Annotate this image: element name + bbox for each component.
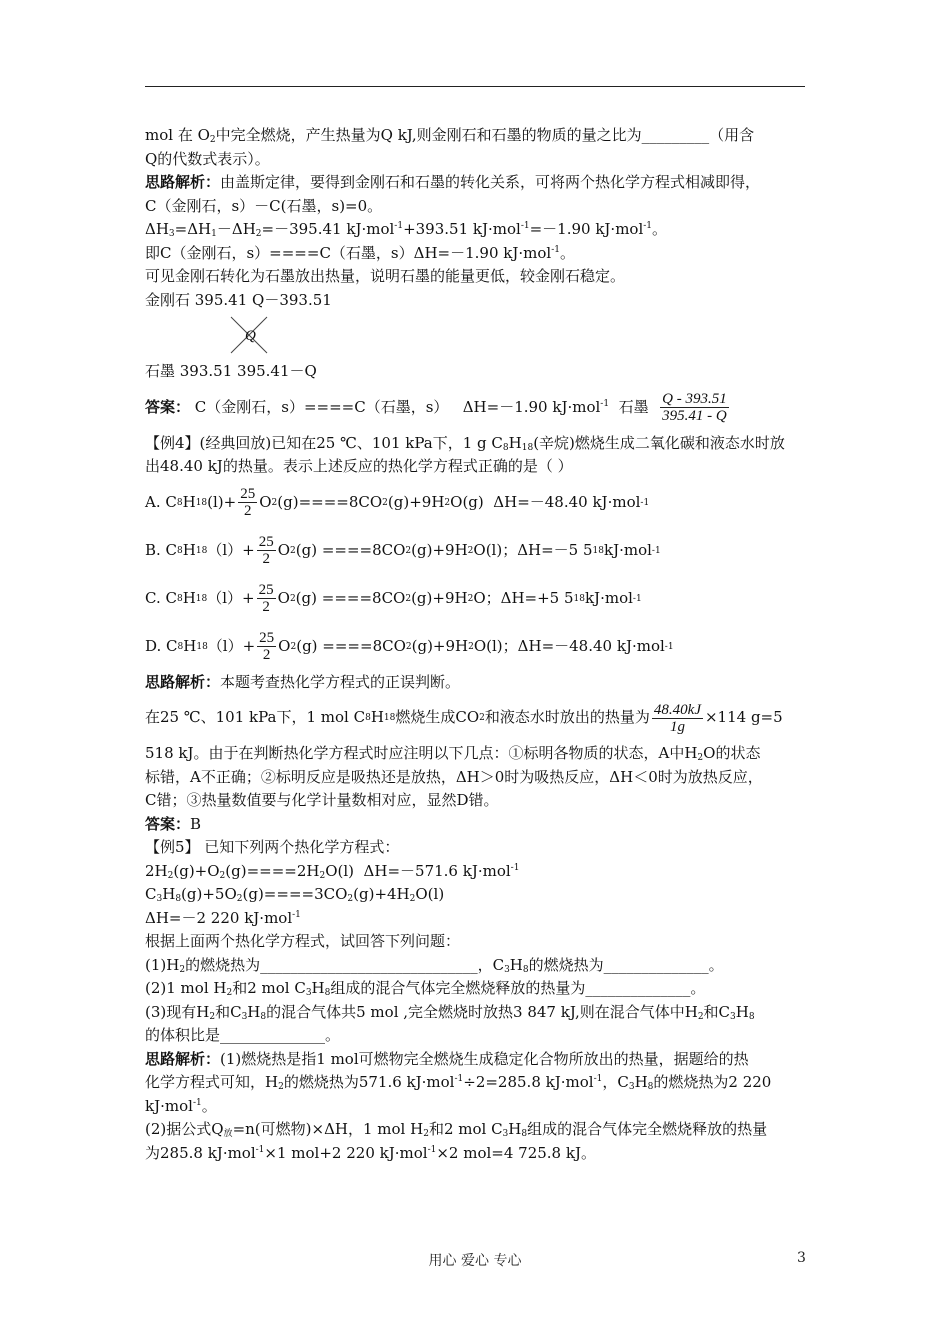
calc-line: 在25 ℃、101 kPa下，1 mol C 8 H 18 燃烧生成CO 2 和液态水时放出的热量为 $\frac{48.40kJ}{1g}$ ×114 g=5	[145, 701, 783, 735]
text-line: C错；③热量数值要与化学计量数相对应，显然D错。	[145, 791, 499, 809]
footer-motto: 用心 爱心 专心	[428, 1253, 522, 1269]
option-b: B. C 8 H 18 （l）+ $\frac{25}{2}$ O 2 (g) ====8CO 2 (g)+9H 2 O(l)；ΔH=－5 5 18 kJ·mol -1	[145, 534, 661, 567]
text-line: 思路解析：本题考查热化学方程式的正误判断。	[145, 672, 461, 691]
answer-label: 答案：	[145, 397, 191, 416]
text-line: kJ·mol$^{-1}$。	[145, 1096, 217, 1115]
text-line: 518 kJ。由于在判断热化学方程式时应注明以下几点：①标明各物质的状态，A中$H_2O$的状态	[145, 744, 761, 763]
text-line: 的体积比是______________。	[145, 1026, 341, 1044]
answer-line: 答案： C（金刚石，s）====C（石墨，s） ΔH=－1.90 kJ·mol$^{-1}$ 石墨 $\frac{Q - 393.51}{395.41 - Q}$	[145, 391, 727, 424]
option-c: C. C 8 H 18 （l）+ $\frac{25}{2}$ O 2 (g) ====8CO 2 (g)+9H 2 O；ΔH=+5 5 18 kJ·mol -1	[145, 582, 642, 615]
text-line: 为285.8 kJ·mol$^{-1}$×1 mol+2 220 kJ·mol$^{-1}$×2 mol=4 725.8 kJ。	[145, 1143, 596, 1162]
text-line: 答案：B	[145, 814, 202, 833]
text-line: 思路解析：由盖斯定律，要得到金刚石和石墨的转化关系，可将两个热化学方程式相减即得，	[145, 173, 761, 191]
option-a: A. C 8 H 18 (l)+ $\frac{25}{2}$ O 2 (g)====8CO 2 (g)+9H 2 O(g) ΔH=－48.40 kJ·mol -1	[145, 486, 650, 519]
text-line: (2)据公式$Q_放=n$(可燃物)×ΔH，1 mol $H_2$和2 mol $C_3H_8$组成的混合气体完全燃烧释放的热量	[145, 1120, 768, 1139]
text-line: 出48.40 kJ的热量。表示上述反应的热化学方程式正确的是（ ）	[145, 457, 573, 475]
option-d: D. C 8 H 18 （l）+ $\frac{25}{2}$ O 2 (g) ====8CO 2 (g)+9H 2 O(l)；ΔH=－48.40 kJ·mol -1	[145, 630, 674, 663]
equation-1: $2H_2(g)+O_2(g)====2H_2O(l)$ ΔH=－571.6 kJ·mol$^{-1}$	[145, 861, 520, 881]
text-line: 【例5】 已知下列两个热化学方程式：	[145, 838, 400, 856]
text-line: 即C（金刚石，s）====C（石墨，s）ΔH=－1.90 kJ·mol$^{-1}$。	[145, 243, 575, 262]
text-line: 根据上面两个热化学方程式，试回答下列问题：	[145, 932, 461, 950]
text-line: mol 在 $O_2$中完全燃烧，产生热量为Q kJ,则金刚石和石墨的物质的量之比为_________（用含	[145, 126, 755, 145]
text-line: 思路解析：(1)燃烧热是指1 mol可燃物完全燃烧生成稳定化合物所放出的热量，据题给的热	[145, 1049, 749, 1068]
text-line: 【例4】(经典回放)已知在25 ℃、101 kPa下，1 g $C_8H_{18}$(辛烷)燃烧生成二氧化碳和液态水时放	[145, 433, 785, 453]
text-line: C（金刚石，s）－C(石墨，s)=0。	[145, 196, 383, 215]
header-rule	[145, 86, 805, 87]
text-line: 化学方程式可知，$H_2$的燃烧热为571.6 kJ·mol$^{-1}$÷2=285.8 kJ·mol$^{-1}$，$C_3H_8$的燃烧热为2 220	[145, 1073, 772, 1092]
page-body	[145, 124, 817, 1165]
text-line: 标错，A不正确；②标明反应是吸热还是放热，ΔH＞0时为吸热反应，ΔH＜0时为放热反应，	[145, 767, 763, 786]
question-2: (2)1 mol $H_2$和2 mol $C_3H_8$组成的混合气体完全燃烧释放的热量为______________。	[145, 979, 706, 998]
analysis-label: 思路解析：	[145, 173, 221, 191]
question-1: $(1)H_2$的燃烧热为_____________________________，$C_3H_8$的燃烧热为______________。	[145, 955, 724, 975]
ratio-fraction: $\frac{Q - 393.51}{395.41 - Q}$	[662, 391, 727, 424]
equation-2: $C_3H_8(g)+5O_2(g)====3CO_2(g)+4H_2O(l)$	[145, 885, 445, 904]
page-number: 3	[797, 1250, 806, 1266]
equation-2-dh: ΔH=－2 220 kJ·mol$^{-1}$	[145, 908, 301, 927]
cross-center-label: Q	[245, 328, 256, 344]
cross-bottom-line: 石墨 393.51 395.41－Q	[145, 362, 317, 380]
text-line: Q的代数式表示）。	[145, 149, 270, 168]
cross-top-line: 金刚石 395.41 Q－393.51	[145, 290, 332, 309]
cross-method-diagram	[145, 312, 817, 360]
text-line: 可见金刚石转化为石墨放出热量，说明石墨的能量更低，较金刚石稳定。	[145, 267, 626, 285]
question-3: (3)现有$H_2$和$C_3H_8$的混合气体共5 mol ,完全燃烧时放热3 847 kJ,则在混合气体中$H_2$和$C_3H_8$	[145, 1002, 755, 1022]
text-line: $\Delta H_3=\Delta H_1-\Delta H_2=-395.41$ kJ·mol$^{-1}$+393.51 kJ·mol$^{-1}$=－1.90 kJ·mol$^{-1}$。	[145, 220, 668, 239]
